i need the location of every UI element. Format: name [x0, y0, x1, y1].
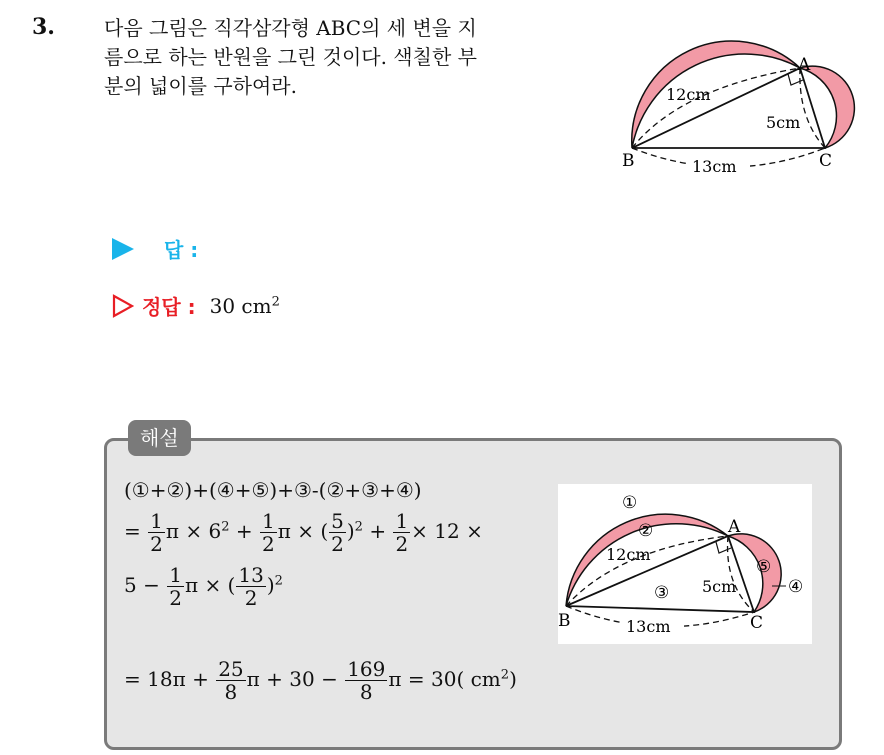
- label-b: B: [622, 151, 635, 171]
- region-label-4: ④: [788, 577, 804, 597]
- label-a: A: [728, 517, 741, 537]
- answer-label: 답 :: [164, 238, 199, 262]
- solution-line-1: (①+②)+(④+⑤)+③-(②+③+④): [124, 478, 422, 502]
- label-c: C: [819, 151, 833, 171]
- question-text: [104, 14, 604, 101]
- solution-tag: 해설: [128, 420, 191, 456]
- shaded-lune-ac: [800, 66, 854, 148]
- label-ab: 12cm: [666, 85, 711, 104]
- question-line: 름으로 하는 반원을 그린 것이다. 색칠한 부: [104, 45, 477, 69]
- region-label-3: ③: [654, 583, 670, 603]
- region-label-2: ②: [638, 521, 654, 541]
- outline-triangle-icon: [112, 294, 134, 318]
- solution-line-2: = $\frac{1}{2}$ $\pi \times 6^2$ + $\frac{1}{2}$ π × ( $\frac{5}{2}$ )$^2$ + $\frac{1}{2}$ × 12 ×: [124, 509, 483, 556]
- solution-line-4: = 18π + $\frac{25}{8}$ π + 30 − $\frac{169}{8}$ π = 30( $cm^2$): [124, 657, 517, 704]
- question-number: 3.: [32, 14, 55, 40]
- label-bc: 13cm: [692, 157, 737, 176]
- correct-label: 정답 :: [142, 295, 196, 319]
- label-ac: 5cm: [702, 577, 737, 596]
- label-b: B: [558, 611, 571, 631]
- label-ac: 5cm: [766, 113, 801, 132]
- correct-answer-row: [112, 291, 280, 320]
- region-label-5: ⑤: [756, 557, 772, 577]
- question-line: 분의 넓이를 구하여라.: [104, 74, 297, 98]
- correct-value: 30 $cm^2$: [209, 293, 280, 318]
- label-bc: 13cm: [626, 617, 671, 636]
- play-triangle-icon: [112, 238, 134, 260]
- region-label-1: ①: [622, 493, 638, 513]
- question-figure: [620, 8, 860, 180]
- solution-line-3: 5 − $\frac{1}{2}$ π × ( $\frac{13}{2}$ )$^2$: [124, 563, 283, 610]
- label-ab: 12cm: [606, 545, 651, 564]
- label-c: C: [750, 613, 764, 633]
- solution-figure: [558, 484, 812, 644]
- label-a: A: [798, 55, 811, 75]
- answer-row: [112, 234, 198, 263]
- question-line: 다음 그림은 직각삼각형 ABC의 세 변을 지: [104, 16, 477, 40]
- right-angle-mark: [788, 74, 803, 85]
